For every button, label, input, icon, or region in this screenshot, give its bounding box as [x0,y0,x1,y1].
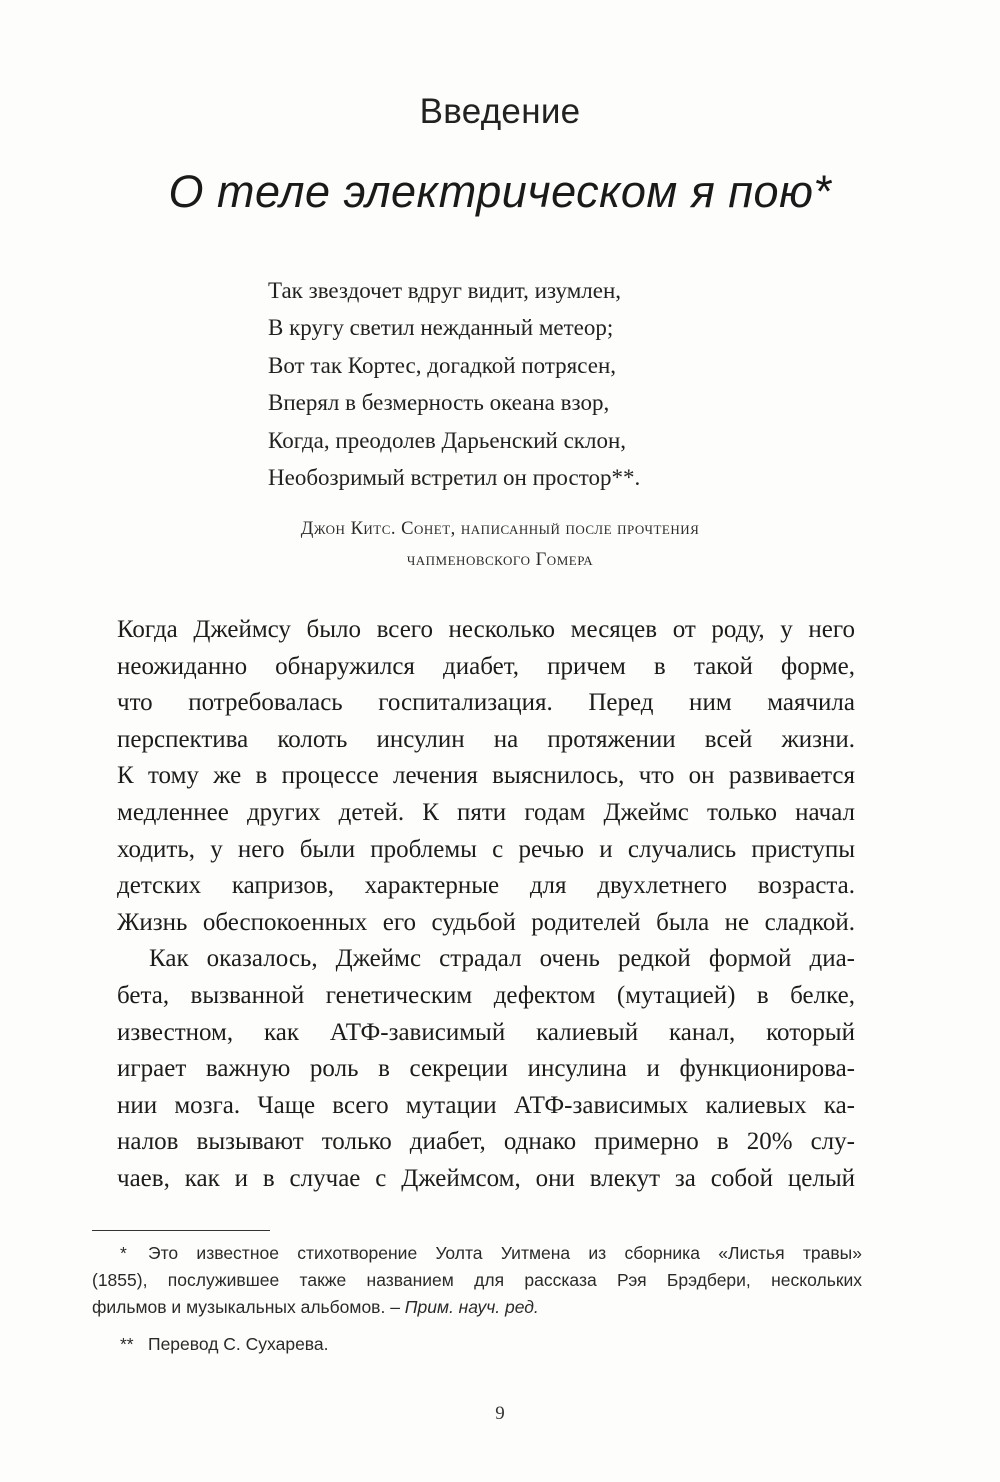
epigraph-line: Вперял в безмерность океана взор, [268,390,610,416]
body-text [117,612,855,1198]
footnote-text: (1855), послужившее также названием для рассказа Рэя Брэдбери, нескольких [92,1270,862,1290]
body-line: что потребовалась госпитализация. Перед ним маячила [117,689,855,717]
page-number: 9 [495,1403,505,1424]
body-line: нии мозга. Чаще всего мутации АТФ-зависимых калиевых ка- [117,1091,855,1119]
attribution-line: чапменовского Гомера [406,550,594,570]
attribution-line: Джон Китс. Сонет, написанный после прочтения [300,519,700,539]
epigraph-line: Так звездочет вдруг видит, изумлен, [268,278,622,303]
body-line: медленнее других детей. К пяти годам Джеймс только начал [117,798,855,826]
footnote-text: Перевод С. Сухарева. [148,1334,329,1354]
footnotes [92,1240,862,1358]
body-line: налов вызывают только диабет, однако примерно в 20% слу- [117,1128,855,1156]
body-line: Когда Джеймсу было всего несколько месяцев от роду, у него [117,616,855,643]
body-line: бета, вызванной генетическим дефектом (мутацией) в белке, [117,981,855,1009]
footnote-text: фильмов и музыкальных альбомов. – [92,1297,405,1317]
footnote-marker: * [120,1243,127,1263]
editor-note: Прим. науч. ред. [404,1297,539,1317]
body-line: К тому же в процессе лечения выяснилось, что он развивается [117,762,855,790]
footnote-text: Это известное стихотворение Уолта Уитмена из сборника «Листья травы» [148,1243,862,1263]
footnote-1 [92,1240,862,1321]
epigraph-line: Вот так Кортес, догадкой потрясен, [268,352,617,378]
section-label: Введение [419,92,581,131]
body-line: ходить, у него были проблемы с речью и случались приступы [117,835,855,863]
body-line: неожиданно обнаружился диабет, причем в такой форме, [117,652,855,680]
body-line: детских капризов, характерные для двухлетнего возраста. [117,872,855,900]
epigraph [268,272,738,496]
chapter-title: О теле электрическом я пою* [168,166,832,217]
body-line: перспектива колоть инсулин на протяжении всей жизни. [117,725,855,753]
body-line: Жизнь обеспокоенных его судьбой родителей была не сладкой. [117,908,855,936]
footnote-2 [92,1331,862,1358]
epigraph-line: Когда, преодолев Дарьенский склон, [268,427,627,453]
footnote-marker: ** [120,1334,134,1354]
body-line: известном, как АТФ-зависимый калиевый канал, который [117,1018,855,1046]
body-line: играет важную роль в секреции инсулина и функционирова- [117,1055,855,1083]
epigraph-line: В кругу светил нежданный метеор; [268,315,614,341]
body-line: чаев, как и в случае с Джеймсом, они влекут за собой целый [117,1164,855,1192]
footnote-divider [92,1230,270,1231]
epigraph-line: Необозримый встретил он простор**. [268,465,641,491]
epigraph-attribution [200,514,800,576]
body-line: Как оказалось, Джеймс страдал очень редкой формой диа- [149,945,855,973]
